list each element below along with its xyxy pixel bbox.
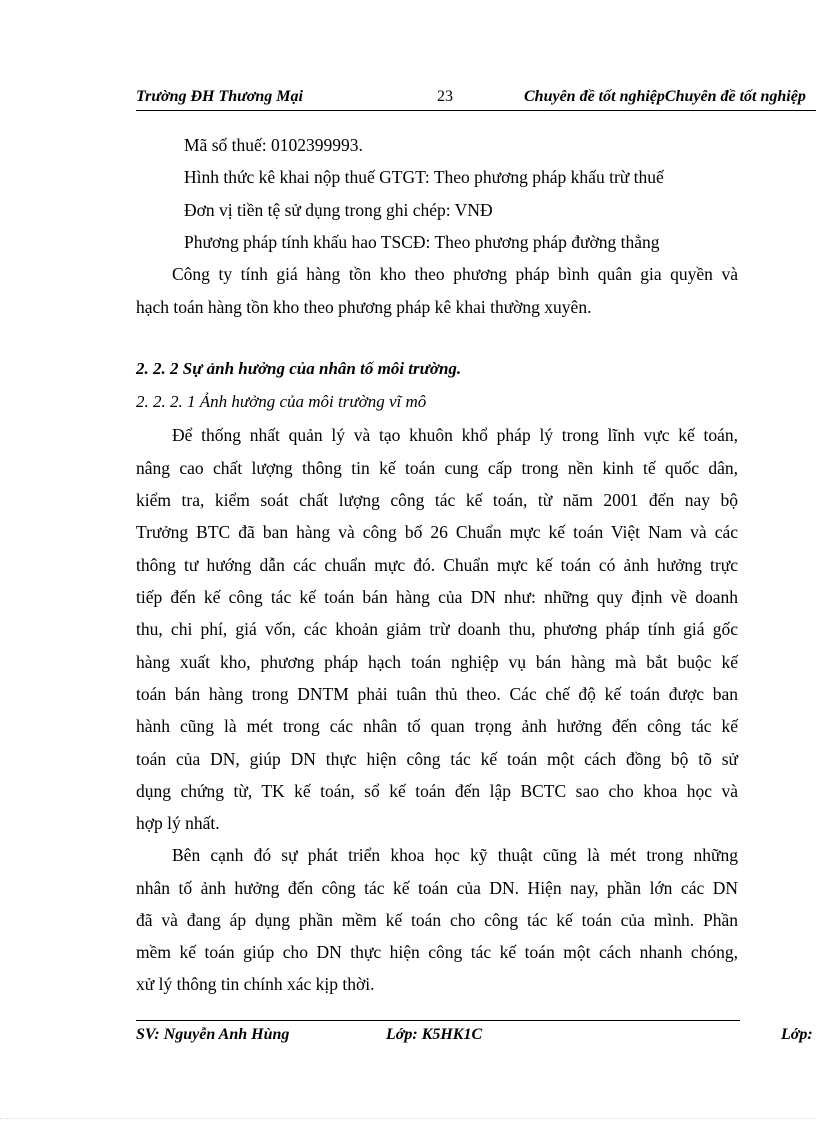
paragraph-line: hạch toán hàng tồn kho theo phương pháp kê khai thường xuyên. [136,297,592,317]
paragraph-line: mềm kế toán giúp cho DN thực hiện công tác kế toán một cách nhanh chóng, [136,942,738,962]
paragraph-line: hợp lý nhất. [136,813,220,833]
header-title: Chuyên đề tốt nghiệpChuyên đề tốt nghiệp [524,88,806,105]
paragraph-line: xử lý thông tin chính xác kịp thời. [136,974,375,994]
paragraph-line: dụng chứng từ, TK kế toán, sổ kế toán đến lập BCTC sao cho khoa học và [136,781,738,801]
paragraph-line: thông tư hướng dẫn các chuẩn mực đó. Chuẩn mực kế toán có ảnh hưởng trực [136,555,738,575]
paragraph-line: Bên cạnh đó sự phát triển khoa học kỹ thuật cũng là mét trong những [172,845,738,865]
depreciation-line: Phương pháp tính khấu hao TSCĐ: Theo phương pháp đường thẳng [184,232,660,252]
paragraph-line: thu, chi phí, giá vốn, các khoản giảm trừ doanh thu, phương pháp tính giá gốc [136,619,738,639]
currency-line: Đơn vị tiền tệ sử dụng trong ghi chép: VNĐ [184,200,493,220]
footer-student: SV: Nguyễn Anh Hùng [136,1026,290,1043]
page-edge-divider [0,1118,816,1119]
paragraph-line: nhân tố ảnh hưởng đến công tác kế toán của DN. Hiện nay, phần lớn các DN [136,878,738,898]
paragraph-line: Để thống nhất quản lý và tạo khuôn khổ pháp lý trong lĩnh vực kế toán, [172,425,738,445]
header-rule [136,110,816,111]
section-heading: 2. 2. 2 Sự ảnh hưởng của nhân tố môi trường. [136,359,462,378]
paragraph-line: kiểm tra, kiểm soát chất lượng công tác kế toán, từ năm 2001 đến nay bộ [136,490,738,510]
footer-class-repeat: Lớp: [781,1026,813,1043]
header-school: Trường ĐH Thương Mại [136,88,303,105]
paragraph-line: hàng xuất kho, phương pháp hạch toán nghiệp vụ bán hàng mà bắt buộc kế [136,652,738,672]
paragraph-line: nâng cao chất lượng thông tin kế toán cung cấp trong nền kinh tế quốc dân, [136,458,738,478]
page-number: 23 [437,88,453,105]
paragraph-line: toán bán hàng trong DNTM phải tuân thủ theo. Các chế độ kế toán được ban [136,684,738,704]
footer-class: Lớp: K5HK1C [386,1026,483,1043]
vat-method-line: Hình thức kê khai nộp thuế GTGT: Theo phương pháp khấu trừ thuế [184,167,664,187]
paragraph-line: tiếp đến kế công tác kế toán bán hàng của DN như: những quy định về doanh [136,587,738,607]
paragraph-line: đã và đang áp dụng phần mềm kế toán cho công tác kế toán của mình. Phần [136,910,738,930]
footer-rule [136,1020,740,1021]
subsection-heading: 2. 2. 2. 1 Ảnh hưởng của môi trường vĩ mô [136,392,427,411]
paragraph-line: hành cũng là mét trong các nhân tố quan trọng ảnh hưởng đến công tác kế [136,716,738,736]
tax-code-line: Mã số thuế: 0102399993. [184,135,363,155]
paragraph-line: Công ty tính giá hàng tồn kho theo phương pháp bình quân gia quyền và [172,264,738,284]
paragraph-line: toán của DN, giúp DN thực hiện công tác kế toán một cách đồng bộ tõ sử [136,749,738,769]
paragraph-line: Trưởng BTC đã ban hàng và công bố 26 Chuẩn mực kế toán Việt Nam và các [136,522,738,542]
